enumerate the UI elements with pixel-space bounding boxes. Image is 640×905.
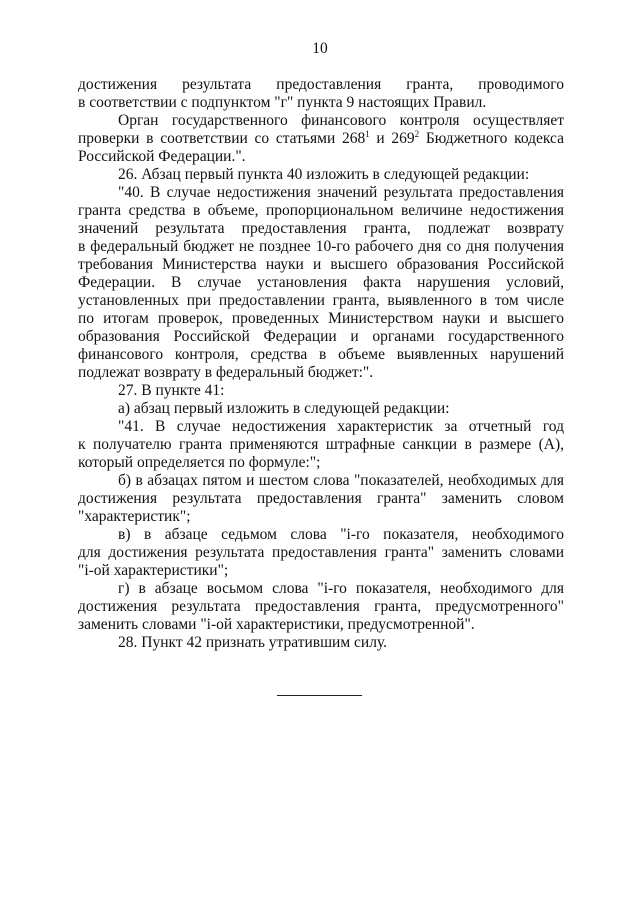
text-line: Федерации. В случае установления факта нарушения условий, bbox=[78, 274, 564, 291]
text-line: заменить словами "i-ой характеристики, предусмотренной". bbox=[78, 616, 475, 633]
text-line: а) абзац первый изложить в следующей редакции: bbox=[118, 400, 450, 417]
text-line: в соответствии с подпунктом "г" пункта 9 настоящих Правил. bbox=[78, 94, 487, 111]
paragraph bbox=[78, 400, 564, 418]
text-line: для достижения результата предоставления гранта" заменить словами bbox=[78, 544, 564, 561]
text-line: "характеристик"; bbox=[78, 508, 191, 525]
text-line: к получателю гранта применяются штрафные санкции в размере (А), bbox=[78, 436, 564, 453]
text-line: требования Министерства науки и высшего образования Российской bbox=[78, 256, 564, 273]
text-line: установленных при предоставлении гранта, выявленного в том числе bbox=[78, 292, 564, 309]
text-line: достижения результата предоставления гранта, предусмотренного" bbox=[78, 598, 564, 615]
paragraph bbox=[78, 580, 564, 634]
paragraph bbox=[78, 382, 564, 400]
paragraph bbox=[78, 418, 564, 472]
text-line: по итогам проверок, проведенных Министерством науки и высшего bbox=[78, 310, 564, 327]
text-line: 27. В пункте 41: bbox=[118, 382, 225, 399]
text-line: Российской Федерации.". bbox=[78, 148, 246, 165]
text-line: образования Российской Федерации и органами государственного bbox=[78, 328, 564, 345]
superscript: 2 bbox=[414, 129, 420, 139]
text-fragment: Бюджетного кодекса bbox=[419, 130, 564, 147]
document-body bbox=[78, 76, 564, 652]
end-rule bbox=[277, 695, 362, 696]
text-line: 28. Пункт 42 признать утратившим силу. bbox=[118, 634, 388, 651]
text-fragment: и 269 bbox=[369, 130, 415, 147]
text-line: в федеральный бюджет не позднее 10-го рабочего дня со дня получения bbox=[78, 238, 564, 255]
paragraph bbox=[78, 76, 564, 112]
text-line: "41. В случае недостижения характеристик за отчетный год bbox=[118, 418, 564, 435]
text-line: финансового контроля, средства в объеме выявленных нарушений bbox=[78, 346, 564, 363]
text-line: в) в абзаце седьмом слова "i-го показателя, необходимого bbox=[118, 526, 564, 543]
text-line: гранта средства в объеме, пропорциональном величине недостижения bbox=[78, 202, 564, 219]
paragraph bbox=[78, 166, 564, 184]
text-fragment: проверки в соответствии со статьями 268 bbox=[78, 130, 366, 147]
paragraph bbox=[78, 472, 564, 526]
text-line: подлежат возврату в федеральный бюджет:". bbox=[78, 364, 374, 381]
text-line: "40. В случае недостижения значений результата предоставления bbox=[118, 184, 564, 201]
text-line: достижения результата предоставления гранта" заменить словом bbox=[78, 490, 564, 507]
text-line: значений результата предоставления гранта, подлежат возврату bbox=[78, 220, 564, 237]
page-number: 10 bbox=[312, 40, 328, 57]
paragraph bbox=[78, 526, 564, 580]
text-line-with-superscripts bbox=[78, 130, 564, 148]
paragraph bbox=[78, 112, 564, 166]
text-line: б) в абзацах пятом и шестом слова "показателей, необходимых для bbox=[118, 472, 564, 489]
superscript: 1 bbox=[365, 129, 370, 139]
text-line: 26. Абзац первый пункта 40 изложить в следующей редакции: bbox=[118, 166, 530, 183]
paragraph bbox=[78, 184, 564, 382]
text-line: который определяется по формуле:"; bbox=[78, 454, 321, 471]
text-line: достижения результата предоставления гранта, проводимого bbox=[78, 76, 564, 93]
text-line: г) в абзаце восьмом слова "i-го показателя, необходимого для bbox=[118, 580, 564, 597]
paragraph bbox=[78, 634, 564, 652]
text-line: "i-ой характеристики"; bbox=[78, 562, 229, 579]
text-line: Орган государственного финансового контроля осуществляет bbox=[118, 112, 564, 129]
